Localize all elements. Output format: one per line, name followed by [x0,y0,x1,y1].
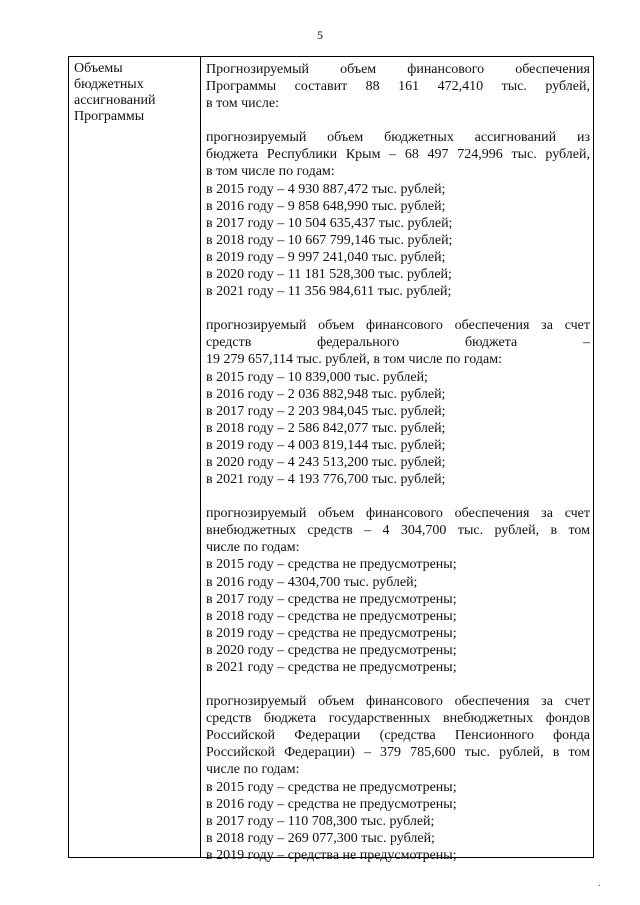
funding-line: в 2018 году – 269 077,300 тыс. рублей; [206,830,435,846]
row-label-line: бюджетных [74,77,144,92]
row-label-line: Программы [74,109,145,124]
funding-line: в 2019 году – 4 003 819,144 тыс. рублей; [206,437,446,453]
row-label-cell [74,61,196,125]
funding-line: числе по годам: [206,540,300,556]
column-divider [200,57,201,857]
funding-line: числе по годам: [206,762,300,778]
funding-line: в 2017 году – 2 203 984,045 тыс. рублей; [206,403,446,419]
funding-line: в 2015 году – 10 839,000 тыс. рублей; [206,369,428,385]
funding-line: Программы составит 88 161 472,410 тыс. рублей, [206,79,590,95]
funding-line: в 2016 году – 4304,700 тыс. рублей; [206,574,418,590]
funding-line: в 2018 году – средства не предусмотрены; [206,608,457,624]
funding-line: в 2021 году – 11 356 984,611 тыс. рублей; [206,284,452,300]
funding-line: в 2015 году – средства не предусмотрены; [206,779,457,795]
funding-line: в 2017 году – 110 708,300 тыс. рублей; [206,813,435,829]
program-budget-table [68,56,594,863]
funding-line: бюджета Республики Крым – 68 497 724,996 тыс. рублей, [206,147,590,163]
funding-line: в 2015 году – 4 930 887,472 тыс. рублей; [206,181,446,197]
funding-line: прогнозируемый объем финансового обеспечения за счет [206,694,590,710]
funding-line: в 2017 году – 10 504 635,437 тыс. рублей; [206,215,453,231]
funding-line: внебюджетных средств – 4 304,700 тыс. рублей, в том [206,523,590,539]
funding-line: в 2019 году – 9 997 241,040 тыс. рублей; [206,249,446,265]
funding-description-cell [206,61,590,881]
corner-mark: . [598,878,601,889]
row-label-line: Объемы [74,61,123,76]
funding-line: в 2016 году – 9 858 648,990 тыс. рублей; [206,198,446,214]
funding-paragraph [206,505,590,676]
row-label-line: ассигнований [74,93,156,108]
funding-line: в том числе по годам: [206,164,335,180]
funding-line: средств федерального бюджета – [206,335,590,351]
funding-line: в 2020 году – 11 181 528,300 тыс. рублей; [206,267,452,283]
funding-line: в 2016 году – средства не предусмотрены; [206,796,457,812]
funding-paragraph [206,61,590,112]
funding-paragraph [206,129,590,300]
funding-line: в 2020 году – средства не предусмотрены; [206,642,457,658]
funding-line: в 2019 году – средства не предусмотрены; [206,625,457,641]
funding-line: прогнозируемый объем финансового обеспечения за счет [206,318,590,334]
funding-line: в 2020 году – 4 243 513,200 тыс. рублей; [206,454,446,470]
funding-line: Прогнозируемый объем финансового обеспечения [206,62,590,77]
funding-line: в 2019 году – средства не предусмотрены; [206,847,457,863]
funding-line: в 2016 году – 2 036 882,948 тыс. рублей; [206,386,446,402]
funding-line: средств бюджета государственных внебюджетных фондов [206,711,590,727]
funding-line: 19 279 657,114 тыс. рублей, в том числе по годам: [206,352,502,368]
funding-line: Российской Федерации (средства Пенсионного фонда [206,728,590,744]
funding-line: прогнозируемый объем бюджетных ассигнований из [206,130,590,146]
funding-line: в 2021 году – средства не предусмотрены; [206,660,457,675]
funding-paragraph [206,317,590,488]
funding-line: прогнозируемый объем финансового обеспечения за счет [206,506,590,522]
funding-line: в 2021 году – 4 193 776,700 тыс. рублей; [206,472,446,488]
funding-paragraph [206,693,590,864]
page-number: 5 [317,28,323,42]
funding-line: в том числе: [206,96,279,112]
funding-line: в 2018 году – 2 586 842,077 тыс. рублей; [206,420,446,436]
funding-line: в 2017 году – средства не предусмотрены; [206,591,457,607]
funding-line: в 2015 году – средства не предусмотрены; [206,557,457,573]
funding-line: Российской Федерации) – 379 785,600 тыс. рублей, в том [206,745,590,761]
funding-line: в 2018 году – 10 667 799,146 тыс. рублей; [206,232,453,248]
